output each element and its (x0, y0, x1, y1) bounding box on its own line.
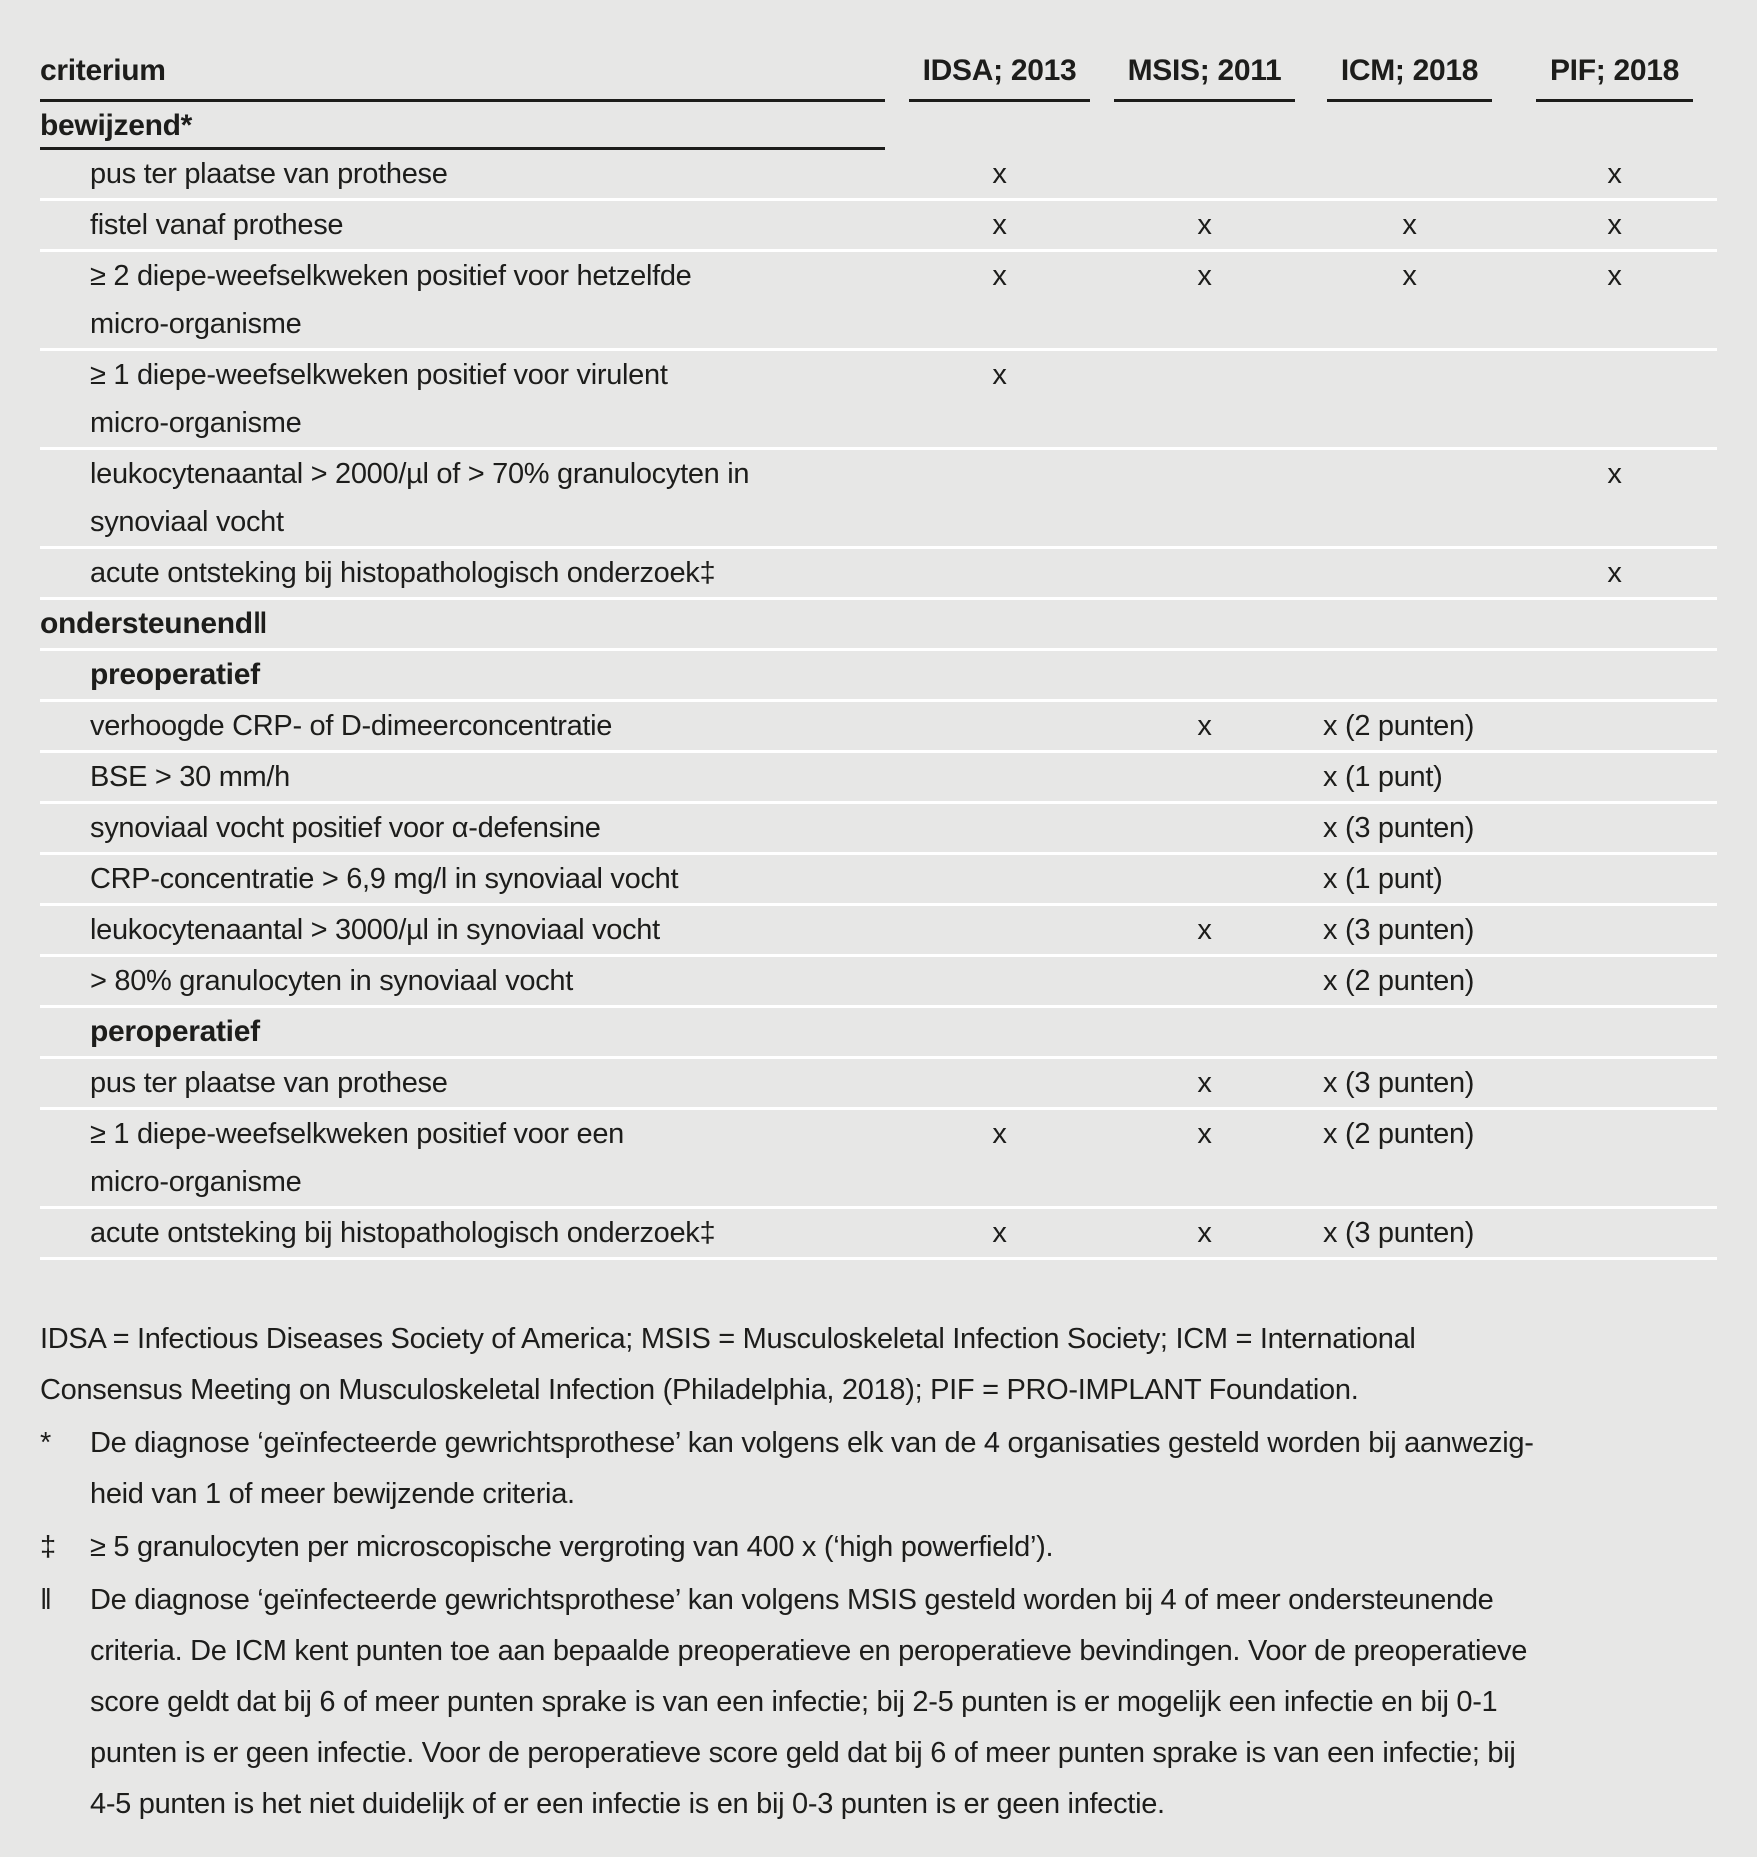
column-header-cell (1307, 54, 1512, 102)
column-header-criterium-cell (40, 54, 885, 102)
table-row (40, 957, 1717, 1008)
mark-cell-icm: x (3 punten) (1323, 1217, 1475, 1249)
section-header-preoperatief: preoperatief (40, 651, 1717, 702)
mark-cell-msis: x (1197, 260, 1212, 292)
mark-cell-msis: x (1197, 710, 1212, 742)
mark-cell-idsa: x (992, 209, 1007, 241)
mark-cell-icm: x (3 punten) (1323, 812, 1475, 844)
footnote-line: De diagnose ‘geïnfecteerde gewrichtsprothese’ kan volgens elk van de 4 organisaties gesteld worden bij aanwezig- (90, 1427, 1534, 1459)
footnote-abbreviations (40, 1314, 1680, 1416)
table-row (40, 252, 1717, 351)
mark-cell-msis: x (1197, 1067, 1212, 1099)
table-row (40, 1209, 1717, 1260)
criterium-cell: ≥ 2 diepe-weefselkweken positief voor hetzelfde micro-organisme (90, 260, 692, 340)
mark-cell-msis: x (1197, 209, 1212, 241)
footnote-items (40, 1418, 1680, 1830)
footnote-abbrev-line: IDSA = Infectious Diseases Society of America; MSIS = Musculoskeletal Infection Society; ICM = International (40, 1323, 1416, 1355)
table-row (40, 351, 1717, 450)
column-header-icm: ICM; 2018 (1327, 54, 1492, 102)
table-row (40, 450, 1717, 549)
mark-cell-pif: x (1607, 458, 1622, 490)
footnote-marker: ‡ (40, 1531, 56, 1563)
criteria-table-figure (40, 0, 1717, 1830)
criterium-cell: acute ontsteking bij histopathologisch onderzoek‡ (90, 1217, 716, 1249)
mark-cell-pif: x (1607, 260, 1622, 292)
table-row (40, 1059, 1717, 1110)
table-body (40, 102, 1717, 1260)
column-header-cell (1512, 54, 1717, 102)
footnote-line: punten is er geen infectie. Voor de peroperatieve score geld dat bij 6 of meer punten sprake is van een infectie; bij (90, 1737, 1516, 1769)
criterium-cell: fistel vanaf prothese (90, 209, 344, 241)
table-row (40, 549, 1717, 600)
column-header-cell (897, 54, 1102, 102)
mark-cell-icm: x (2 punten) (1323, 710, 1475, 742)
mark-cell-icm: x (3 punten) (1323, 914, 1475, 946)
column-header-msis: MSIS; 2011 (1114, 54, 1296, 102)
table-row (40, 753, 1717, 804)
footnote-line: criteria. De ICM kent punten toe aan bepaalde preoperatieve en peroperatieve bevindingen. Voor de preoperatieve (90, 1635, 1528, 1667)
footnote-line: heid van 1 of meer bewijzende criteria. (90, 1478, 575, 1510)
criterium-cell: leukocytenaantal > 2000/µl of > 70% granulocyten in synoviaal vocht (90, 458, 750, 538)
table-row (40, 1110, 1717, 1209)
criterium-cell: leukocytenaantal > 3000/µl in synoviaal vocht (90, 914, 660, 946)
footnote-abbrev-line: Consensus Meeting on Musculoskeletal Infection (Philadelphia, 2018); PIF = PRO-IMPLANT Foundation. (40, 1374, 1359, 1406)
footnote-line: ≥ 5 granulocyten per microscopische vergroting van 400 x (‘high powerfield’). (90, 1531, 1054, 1563)
section-header-bewijzend: bewijzend* (40, 102, 1717, 150)
column-header-idsa: IDSA; 2013 (909, 54, 1091, 102)
criterium-cell: CRP-concentratie > 6,9 mg/l in synoviaal vocht (90, 863, 679, 895)
footnote-line: De diagnose ‘geïnfecteerde gewrichtsprothese’ kan volgens MSIS gesteld worden bij 4 of meer ondersteunende (90, 1584, 1494, 1616)
table-row (40, 804, 1717, 855)
column-header-criterium: criterium (40, 54, 885, 102)
mark-cell-pif: x (1607, 209, 1622, 241)
mark-cell-icm: x (2 punten) (1323, 1118, 1475, 1150)
table-row (40, 855, 1717, 906)
footnote-item (40, 1522, 1680, 1573)
criterium-cell: BSE > 30 mm/h (90, 761, 290, 793)
section-header-peroperatief: peroperatief (40, 1008, 1717, 1059)
mark-cell-msis: x (1197, 1118, 1212, 1150)
section-header-ondersteunend: ondersteunend‖ (40, 600, 1717, 651)
mark-cell-msis: x (1197, 1217, 1212, 1249)
criterium-cell: ≥ 1 diepe-weefselkweken positief voor virulent micro-organisme (90, 359, 668, 439)
table-row (40, 201, 1717, 252)
footnote-item (40, 1575, 1680, 1830)
mark-cell-pif: x (1607, 158, 1622, 190)
mark-cell-msis: x (1197, 914, 1212, 946)
criterium-cell: verhoogde CRP- of D-dimeerconcentratie (90, 710, 613, 742)
mark-cell-icm: x (3 punten) (1323, 1067, 1475, 1099)
criterium-cell: pus ter plaatse van prothese (90, 1067, 448, 1099)
footnote-marker: ‖ (40, 1584, 52, 1616)
column-header-cell (1102, 54, 1307, 102)
mark-cell-idsa: x (992, 1118, 1007, 1150)
mark-cell-idsa: x (992, 260, 1007, 292)
mark-cell-icm: x (1402, 260, 1417, 292)
mark-cell-idsa: x (992, 359, 1007, 391)
mark-cell-icm: x (2 punten) (1323, 965, 1475, 997)
mark-cell-icm: x (1 punt) (1323, 863, 1443, 895)
mark-cell-icm: x (1 punt) (1323, 761, 1443, 793)
mark-cell-pif: x (1607, 557, 1622, 589)
footnote-item (40, 1418, 1680, 1520)
criterium-cell: synoviaal vocht positief voor α-defensine (90, 812, 601, 844)
criterium-cell: ≥ 1 diepe-weefselkweken positief voor een micro-organisme (90, 1118, 624, 1198)
criterium-cell: acute ontsteking bij histopathologisch onderzoek‡ (90, 557, 716, 589)
footnotes (40, 1314, 1680, 1830)
mark-cell-idsa: x (992, 1217, 1007, 1249)
footnote-line: 4-5 punten is het niet duidelijk of er een infectie is en bij 0-3 punten is er geen infectie. (90, 1788, 1165, 1820)
table-row (40, 150, 1717, 201)
column-header-pif: PIF; 2018 (1536, 54, 1693, 102)
table-row (40, 906, 1717, 957)
footnote-marker: * (40, 1427, 51, 1459)
mark-cell-icm: x (1402, 209, 1417, 241)
mark-cell-idsa: x (992, 158, 1007, 190)
criterium-cell: > 80% granulocyten in synoviaal vocht (90, 965, 574, 997)
criterium-cell: pus ter plaatse van prothese (90, 158, 448, 190)
footnote-line: score geldt dat bij 6 of meer punten sprake is van een infectie; bij 2-5 punten is er mogelijk een infectie en bij 0-1 (90, 1686, 1498, 1718)
table-header-row (40, 0, 1717, 102)
table-row (40, 702, 1717, 753)
